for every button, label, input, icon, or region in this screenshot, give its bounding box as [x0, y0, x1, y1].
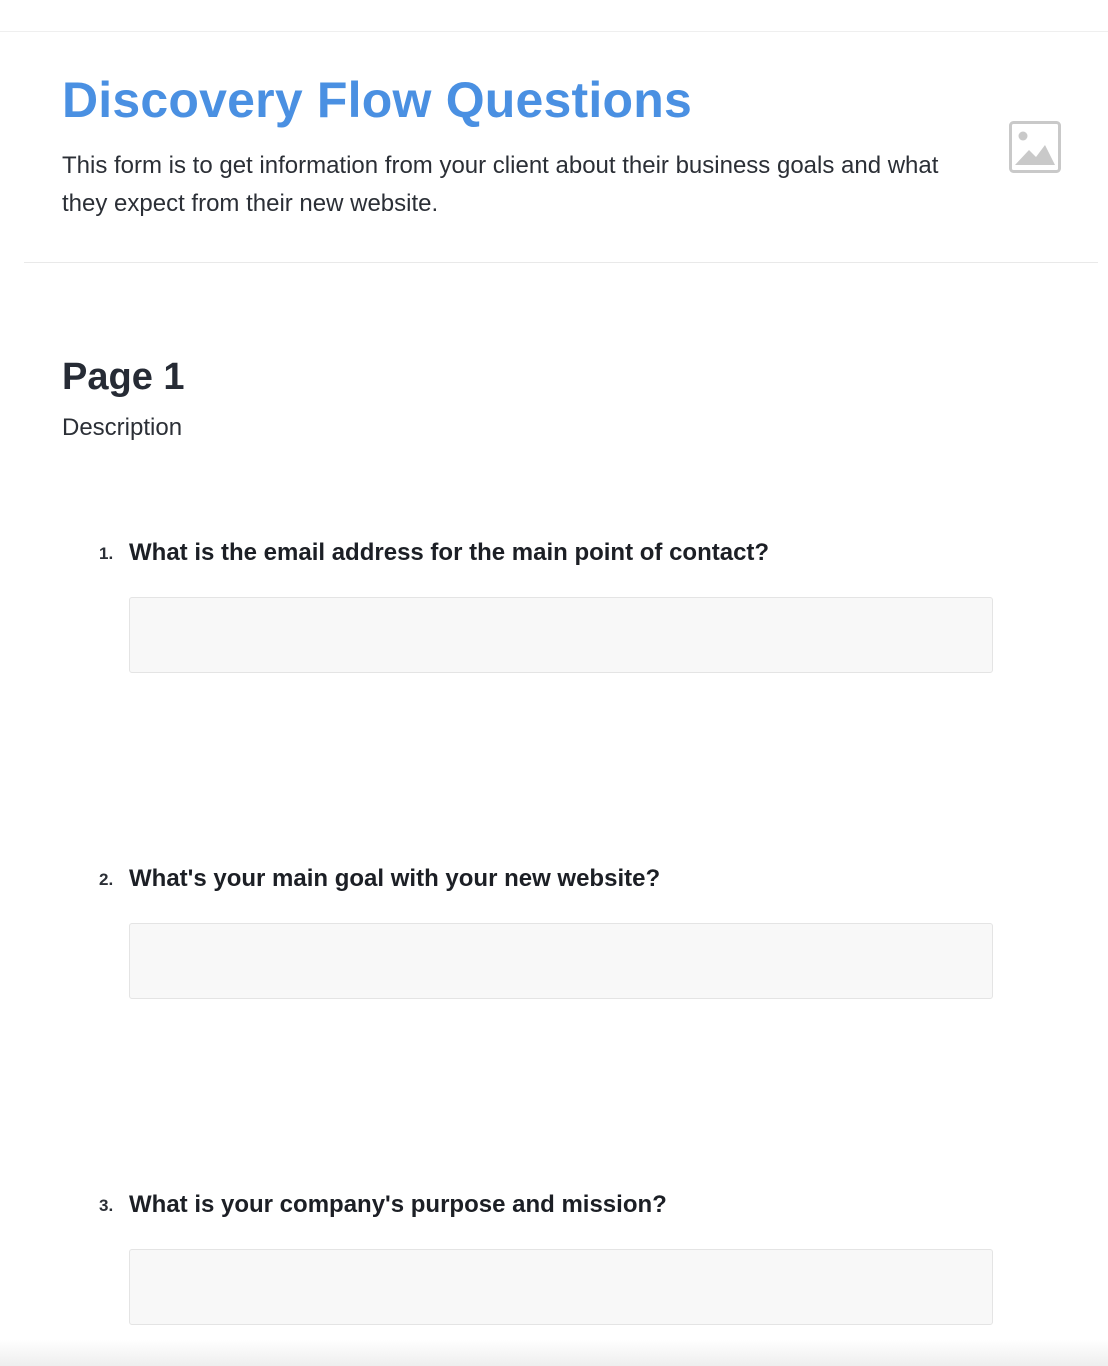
form-title: Discovery Flow Questions — [62, 72, 692, 128]
email-answer-input[interactable] — [129, 597, 993, 673]
question-number: 3. — [99, 1196, 114, 1215]
question-number: 2. — [99, 870, 114, 889]
question-label: What is your company's purpose and mission? — [129, 1191, 667, 1218]
company-mission-answer-input[interactable] — [129, 1249, 993, 1325]
question-number: 1. — [99, 544, 114, 563]
question-label: What is the email address for the main point of contact? — [129, 539, 770, 566]
question-label: What's your main goal with your new website? — [129, 865, 661, 892]
page-title: Page 1 — [62, 356, 185, 398]
page-description: Description — [62, 414, 183, 441]
header-divider — [24, 262, 1098, 263]
website-goal-answer-input[interactable] — [129, 923, 993, 999]
bottom-fade — [0, 1340, 1108, 1366]
image-placeholder-icon[interactable] — [1009, 121, 1061, 173]
form-description: This form is to get information from your client about their business goals and what they expect from their new website. — [62, 152, 939, 217]
